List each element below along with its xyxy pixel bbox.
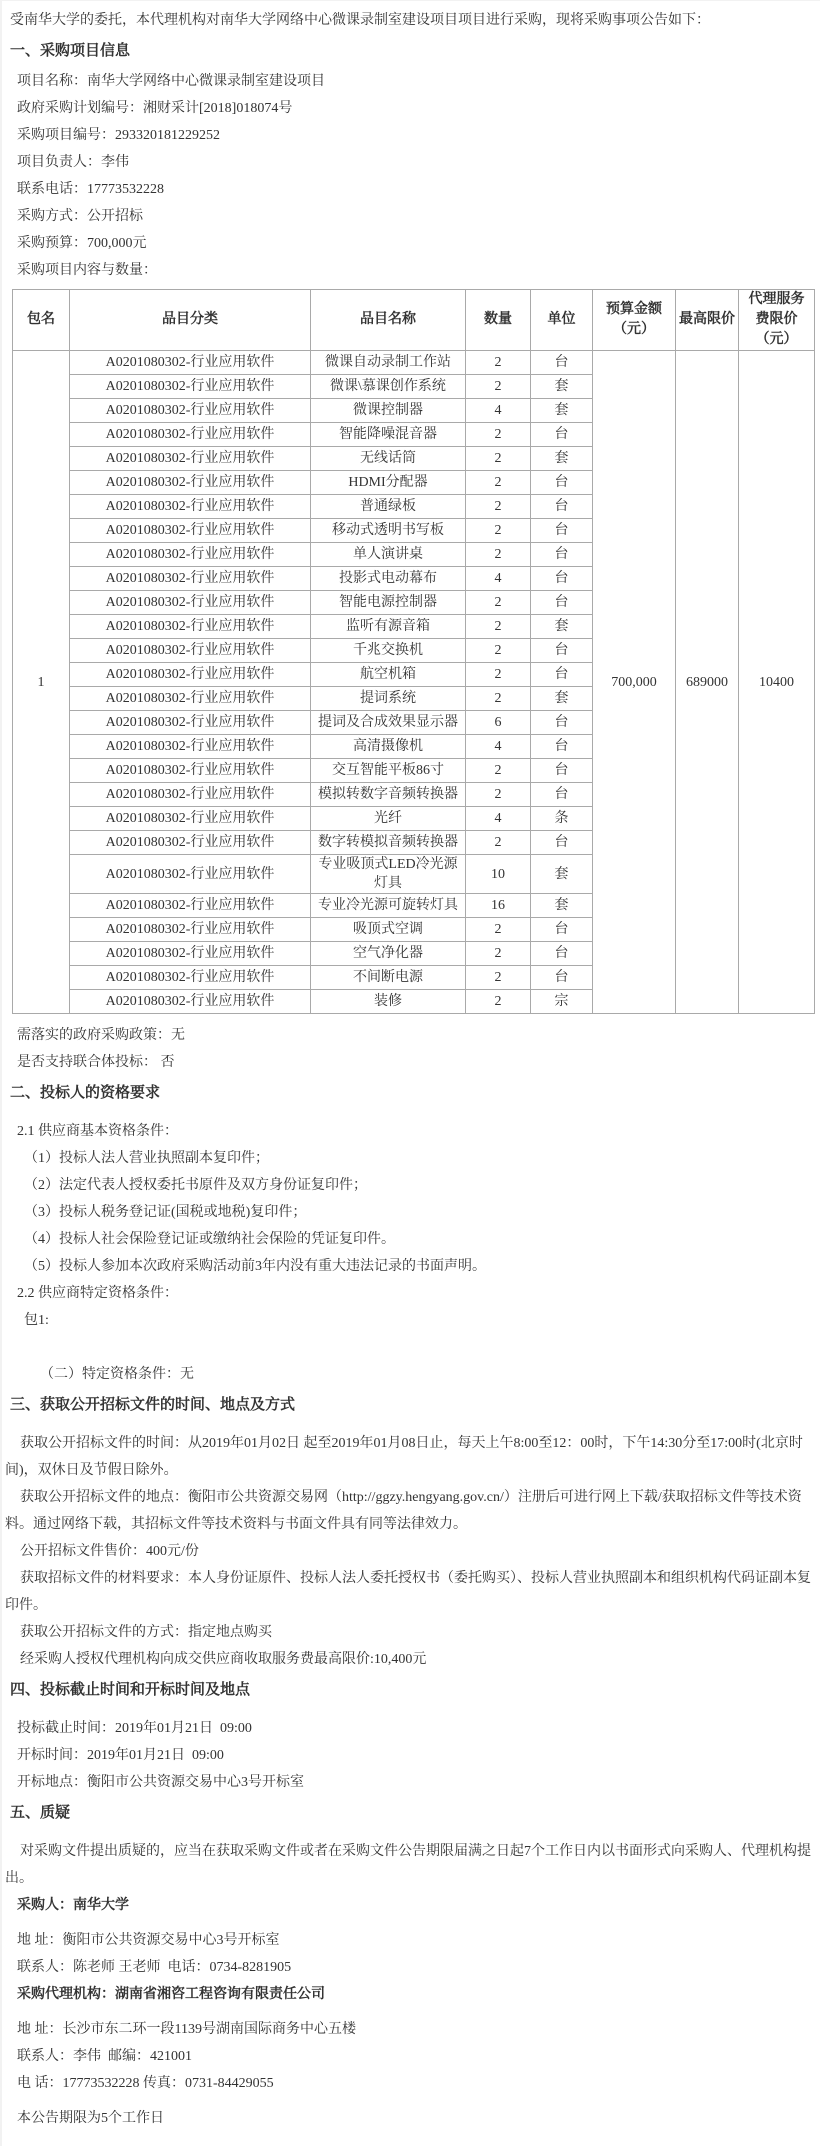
project-number-line: 采购项目编号：293320181229252 — [17, 128, 220, 143]
col-header-agency-fee: 代理服务费限价（元） — [739, 290, 815, 351]
item-name-cell: 高清摄像机 — [311, 735, 466, 759]
item-qty-cell: 6 — [466, 711, 531, 735]
basic-qualification-item-1: （1）投标人法人营业执照副本复印件； — [24, 1151, 269, 1166]
plan-number-line: 政府采购计划编号：湘财采计[2018]018074号 — [17, 101, 293, 116]
document-location-paragraph: 获取公开招标文件的地点：衡阳市公共资源交易网（http://ggzy.hengyang.gov.cn/）注册后可进行网上下载/获取招标文件等技术资料。通过网络下载，其招标文件等技术资料与书面文件具有同等法律效力。 — [5, 1490, 802, 1532]
item-name-cell: 吸顶式空调 — [311, 918, 466, 942]
item-category-cell: A0201080302-行业应用软件 — [70, 375, 311, 399]
document-time-paragraph: 获取公开招标文件的时间：从2019年01月02日 起至2019年01月08日止，每天上午8:00至12：00时，下午14:30分至17:00时(北京时间)，双休日及节假日除外。 — [5, 1436, 803, 1478]
item-name-cell: 无线话筒 — [311, 447, 466, 471]
item-category-cell: A0201080302-行业应用软件 — [70, 990, 311, 1014]
item-category-cell: A0201080302-行业应用软件 — [70, 687, 311, 711]
item-unit-cell: 台 — [531, 495, 593, 519]
item-unit-cell: 台 — [531, 966, 593, 990]
item-unit-cell: 台 — [531, 918, 593, 942]
item-unit-cell: 台 — [531, 591, 593, 615]
item-category-cell: A0201080302-行业应用软件 — [70, 918, 311, 942]
item-unit-cell: 套 — [531, 447, 593, 471]
items-table-header-row — [13, 290, 815, 351]
package-1-label: 包1: — [24, 1313, 49, 1328]
item-category-cell: A0201080302-行业应用软件 — [70, 423, 311, 447]
agency-address-line: 地 址：长沙市东二环一段1139号湖南国际商务中心五楼 — [17, 2022, 356, 2037]
item-category-cell: A0201080302-行业应用软件 — [70, 663, 311, 687]
item-name-cell: 移动式透明书写板 — [311, 519, 466, 543]
item-category-cell: A0201080302-行业应用软件 — [70, 966, 311, 990]
item-qty-cell: 2 — [466, 471, 531, 495]
item-unit-cell: 台 — [531, 942, 593, 966]
item-qty-cell: 2 — [466, 831, 531, 855]
item-qty-cell: 2 — [466, 918, 531, 942]
document-price-line: 公开招标文件售价：400元/份 — [20, 1544, 199, 1559]
basic-qualification-item-2: （2）法定代表人授权委托书原件及双方身份证复印件； — [24, 1178, 367, 1193]
item-unit-cell: 台 — [531, 759, 593, 783]
package-name-cell: 1 — [13, 351, 70, 1014]
item-unit-cell: 台 — [531, 663, 593, 687]
item-name-cell: 提词系统 — [311, 687, 466, 711]
items-tbody — [13, 351, 815, 1014]
item-category-cell: A0201080302-行业应用软件 — [70, 735, 311, 759]
item-qty-cell: 16 — [466, 894, 531, 918]
item-name-cell: HDMI分配器 — [311, 471, 466, 495]
item-category-cell: A0201080302-行业应用软件 — [70, 519, 311, 543]
agency-fee-limit-cell: 10400 — [739, 351, 815, 1014]
item-name-cell: 装修 — [311, 990, 466, 1014]
item-name-cell: 空气净化器 — [311, 942, 466, 966]
item-unit-cell: 宗 — [531, 990, 593, 1014]
item-name-cell: 单人演讲桌 — [311, 543, 466, 567]
announcement-period-line: 本公告期限为5个工作日 — [17, 2111, 164, 2126]
content-quantity-label: 采购项目内容与数量： — [17, 263, 157, 278]
col-header-package: 包名 — [13, 290, 70, 351]
item-unit-cell: 台 — [531, 783, 593, 807]
item-qty-cell: 2 — [466, 375, 531, 399]
item-category-cell: A0201080302-行业应用软件 — [70, 759, 311, 783]
item-unit-cell: 台 — [531, 519, 593, 543]
item-unit-cell: 台 — [531, 735, 593, 759]
item-category-cell: A0201080302-行业应用软件 — [70, 894, 311, 918]
item-name-cell: 投影式电动幕布 — [311, 567, 466, 591]
item-unit-cell: 套 — [531, 375, 593, 399]
item-qty-cell: 2 — [466, 615, 531, 639]
item-category-cell: A0201080302-行业应用软件 — [70, 543, 311, 567]
item-qty-cell: 2 — [466, 966, 531, 990]
col-header-item-name: 品目名称 — [311, 290, 466, 351]
purchaser-address-line: 地 址：衡阳市公共资源交易中心3号开标室 — [17, 1933, 280, 1948]
max-limit-price-cell: 689000 — [676, 351, 739, 1014]
item-category-cell: A0201080302-行业应用软件 — [70, 831, 311, 855]
procurement-method-line: 采购方式：公开招标 — [17, 209, 143, 224]
item-name-cell: 航空机箱 — [311, 663, 466, 687]
item-unit-cell: 台 — [531, 351, 593, 375]
item-name-cell: 智能电源控制器 — [311, 591, 466, 615]
item-name-cell: 微课\慕课创作系统 — [311, 375, 466, 399]
item-qty-cell: 4 — [466, 399, 531, 423]
bid-opening-place-line: 开标地点：衡阳市公共资源交易中心3号开标室 — [17, 1775, 304, 1790]
budget-line: 采购预算：700,000元 — [17, 236, 147, 251]
blank-space — [4, 1334, 818, 1361]
section-heading-query: 五、质疑 — [10, 1805, 71, 1821]
item-name-cell: 数字转模拟音频转换器 — [311, 831, 466, 855]
item-unit-cell: 套 — [531, 399, 593, 423]
agency-heading: 采购代理机构：湖南省湘咨工程咨询有限责任公司 — [17, 1987, 325, 2002]
item-name-cell: 提词及合成效果显示器 — [311, 711, 466, 735]
document-method-line: 获取公开招标文件的方式：指定地点购买 — [20, 1625, 272, 1640]
item-category-cell: A0201080302-行业应用软件 — [70, 639, 311, 663]
item-category-cell: A0201080302-行业应用软件 — [70, 567, 311, 591]
purchaser-heading: 采购人：南华大学 — [17, 1898, 129, 1913]
section-heading-bid-time: 四、投标截止时间和开标时间及地点 — [10, 1682, 251, 1698]
item-unit-cell: 套 — [531, 687, 593, 711]
item-category-cell: A0201080302-行业应用软件 — [70, 495, 311, 519]
item-category-cell: A0201080302-行业应用软件 — [70, 399, 311, 423]
item-qty-cell: 2 — [466, 663, 531, 687]
item-qty-cell: 2 — [466, 495, 531, 519]
item-name-cell: 模拟转数字音频转换器 — [311, 783, 466, 807]
item-qty-cell: 2 — [466, 423, 531, 447]
contact-phone-line: 联系电话：17773532228 — [17, 182, 164, 197]
item-unit-cell: 台 — [531, 567, 593, 591]
col-header-max-price: 最高限价 — [676, 290, 739, 351]
item-qty-cell: 2 — [466, 351, 531, 375]
item-name-cell: 不间断电源 — [311, 966, 466, 990]
item-category-cell: A0201080302-行业应用软件 — [70, 447, 311, 471]
item-name-cell: 专业冷光源可旋转灯具 — [311, 894, 466, 918]
item-category-cell: A0201080302-行业应用软件 — [70, 711, 311, 735]
basic-qualification-item-4: （4）投标人社会保险登记证或缴纳社会保险的凭证复印件。 — [24, 1232, 395, 1247]
item-name-cell: 普通绿板 — [311, 495, 466, 519]
item-unit-cell: 台 — [531, 831, 593, 855]
item-qty-cell: 2 — [466, 942, 531, 966]
items-table — [12, 289, 815, 1014]
intro-paragraph: 受南华大学的委托，本代理机构对南华大学网络中心微课录制室建设项目项目进行采购，现将采购事项公告如下： — [10, 13, 710, 28]
item-qty-cell: 2 — [466, 990, 531, 1014]
item-unit-cell: 台 — [531, 471, 593, 495]
purchaser-contact-line: 联系人：陈老师 王老师 电话：0734-8281905 — [17, 1960, 292, 1975]
specific-qualification-title: 2.2 供应商特定资格条件： — [17, 1286, 178, 1301]
item-name-cell: 微课控制器 — [311, 399, 466, 423]
basic-qualification-item-5: （5）投标人参加本次政府采购活动前3年内没有重大违法记录的书面声明。 — [24, 1259, 486, 1274]
item-category-cell: A0201080302-行业应用软件 — [70, 855, 311, 894]
col-header-budget: 预算金额（元） — [593, 290, 676, 351]
item-unit-cell: 套 — [531, 894, 593, 918]
project-manager-line: 项目负责人：李伟 — [17, 155, 129, 170]
specific-qualification-note: （二）特定资格条件：无 — [40, 1367, 194, 1382]
item-name-cell: 专业吸顶式LED冷光源灯具 — [311, 855, 466, 894]
agency-contact-line: 联系人：李伟 邮编：421001 — [17, 2049, 192, 2064]
budget-amount-cell: 700,000 — [593, 351, 676, 1014]
item-name-cell: 交互智能平板86寸 — [311, 759, 466, 783]
document-materials-line: 获取招标文件的材料要求：本人身份证原件、投标人法人委托授权书（委托购买）、投标人营业执照副本和组织机构代码证副本复印件。 — [5, 1571, 811, 1613]
project-name-line: 项目名称：南华大学网络中心微课录制室建设项目 — [17, 74, 325, 89]
col-header-quantity: 数量 — [466, 290, 531, 351]
bid-deadline-line: 投标截止时间：2019年01月21日 09:00 — [17, 1721, 252, 1736]
basic-qualification-title: 2.1 供应商基本资格条件： — [17, 1124, 178, 1139]
item-unit-cell: 套 — [531, 615, 593, 639]
section-heading-documents: 三、获取公开招标文件的时间、地点及方式 — [10, 1397, 296, 1413]
bid-opening-time-line: 开标时间：2019年01月21日 09:00 — [17, 1748, 224, 1763]
announcement-document — [4, 7, 818, 2132]
item-qty-cell: 2 — [466, 783, 531, 807]
item-category-cell: A0201080302-行业应用软件 — [70, 807, 311, 831]
item-qty-cell: 4 — [466, 807, 531, 831]
agency-phone-line: 电 话：17773532228 传真：0731-84429055 — [17, 2076, 274, 2091]
item-category-cell: A0201080302-行业应用软件 — [70, 591, 311, 615]
item-qty-cell: 2 — [466, 519, 531, 543]
item-qty-cell: 2 — [466, 543, 531, 567]
item-qty-cell: 2 — [466, 591, 531, 615]
item-qty-cell: 2 — [466, 687, 531, 711]
item-qty-cell: 2 — [466, 639, 531, 663]
item-category-cell: A0201080302-行业应用软件 — [70, 615, 311, 639]
item-unit-cell: 台 — [531, 711, 593, 735]
item-qty-cell: 4 — [466, 735, 531, 759]
item-name-cell: 光纤 — [311, 807, 466, 831]
col-header-category: 品目分类 — [70, 290, 311, 351]
policy-line: 需落实的政府采购政策：无 — [17, 1028, 185, 1043]
item-name-cell: 监听有源音箱 — [311, 615, 466, 639]
item-category-cell: A0201080302-行业应用软件 — [70, 783, 311, 807]
basic-qualification-item-3: （3）投标人税务登记证(国税或地税)复印件； — [24, 1205, 307, 1220]
item-qty-cell: 4 — [466, 567, 531, 591]
item-unit-cell: 套 — [531, 855, 593, 894]
item-qty-cell: 10 — [466, 855, 531, 894]
section-heading-qualification: 二、投标人的资格要求 — [10, 1085, 161, 1101]
item-unit-cell: 条 — [531, 807, 593, 831]
item-category-cell: A0201080302-行业应用软件 — [70, 942, 311, 966]
item-category-cell: A0201080302-行业应用软件 — [70, 351, 311, 375]
item-name-cell: 千兆交换机 — [311, 639, 466, 663]
item-qty-cell: 2 — [466, 447, 531, 471]
consortium-line: 是否支持联合体投标： 否 — [17, 1055, 175, 1070]
item-row — [13, 351, 815, 375]
item-unit-cell: 台 — [531, 543, 593, 567]
item-qty-cell: 2 — [466, 759, 531, 783]
item-unit-cell: 台 — [531, 423, 593, 447]
item-name-cell: 微课自动录制工作站 — [311, 351, 466, 375]
section-heading-project-info: 一、采购项目信息 — [10, 43, 131, 59]
col-header-unit: 单位 — [531, 290, 593, 351]
item-unit-cell: 台 — [531, 639, 593, 663]
query-paragraph: 对采购文件提出质疑的，应当在获取采购文件或者在采购文件公告期限届满之日起7个工作日内以书面形式向采购人、代理机构提出。 — [5, 1844, 811, 1886]
item-name-cell: 智能降噪混音器 — [311, 423, 466, 447]
service-fee-line: 经采购人授权代理机构向成交供应商收取服务费最高限价:10,400元 — [20, 1652, 427, 1667]
item-category-cell: A0201080302-行业应用软件 — [70, 471, 311, 495]
